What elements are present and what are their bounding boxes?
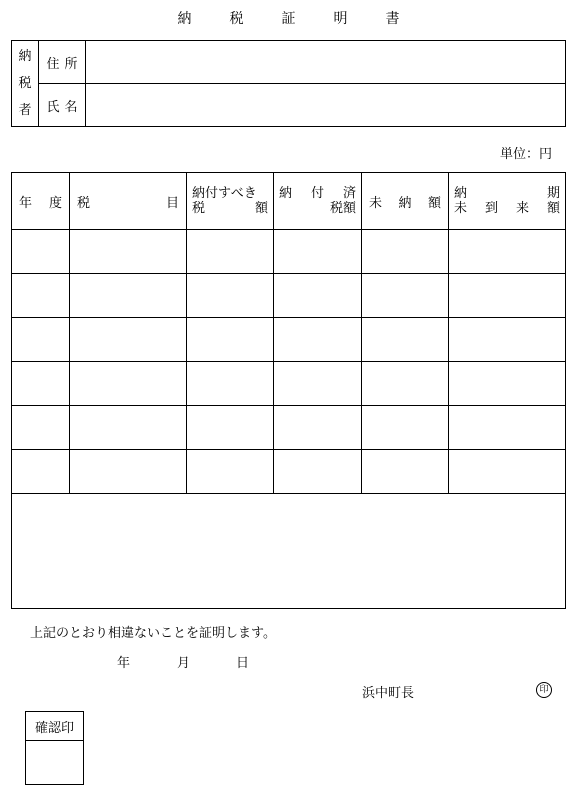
unpaid-cell[interactable] — [362, 274, 449, 318]
year-cell[interactable] — [12, 318, 70, 362]
not-yet-due-cell[interactable] — [449, 274, 566, 318]
amount-due-cell[interactable] — [187, 362, 274, 406]
name-field[interactable] — [86, 84, 566, 127]
address-label: 住 所 — [39, 41, 86, 84]
unpaid-cell[interactable] — [362, 406, 449, 450]
taxpayer-box — [11, 40, 566, 127]
not-yet-due-cell[interactable] — [449, 406, 566, 450]
not-yet-due-cell[interactable] — [449, 450, 566, 494]
issuer-name: 浜中町長 — [362, 686, 415, 701]
amount-due-cell[interactable] — [187, 406, 274, 450]
remarks-area[interactable] — [12, 494, 566, 609]
tax-item-cell[interactable] — [70, 406, 187, 450]
document-title — [0, 8, 577, 28]
year-cell[interactable] — [12, 406, 70, 450]
amount-due-cell[interactable] — [187, 274, 274, 318]
tax-item-cell[interactable] — [70, 450, 187, 494]
title-char: 書 — [385, 11, 400, 27]
amount-paid-cell[interactable] — [274, 230, 362, 274]
amount-paid-cell[interactable] — [274, 406, 362, 450]
confirmation-stamp-area[interactable] — [26, 741, 84, 785]
unpaid-cell[interactable] — [362, 318, 449, 362]
table-row — [12, 450, 566, 494]
amount-due-cell[interactable] — [187, 318, 274, 362]
year-cell[interactable] — [12, 362, 70, 406]
year-label: 年 — [117, 656, 131, 671]
amount-paid-cell[interactable] — [274, 274, 362, 318]
table-row — [12, 406, 566, 450]
table-row — [12, 362, 566, 406]
not-yet-due-cell[interactable] — [449, 230, 566, 274]
year-cell[interactable] — [12, 450, 70, 494]
table-row — [12, 318, 566, 362]
year-cell[interactable] — [12, 230, 70, 274]
amount-paid-cell[interactable] — [274, 450, 362, 494]
tax-item-cell[interactable] — [70, 274, 187, 318]
seal-mark: 印 — [536, 682, 552, 698]
confirmation-label: 確認印 — [26, 712, 84, 741]
title-char: 明 — [333, 11, 348, 27]
tax-item-cell[interactable] — [70, 362, 187, 406]
certification-statement: 上記のとおり相違ないことを証明します。 — [30, 626, 276, 641]
unit-label: 単位：円 — [499, 147, 552, 162]
confirmation-stamp-box — [25, 711, 84, 785]
name-label: 氏 名 — [39, 84, 86, 127]
amount-due-cell[interactable] — [187, 450, 274, 494]
amount-paid-cell[interactable] — [274, 362, 362, 406]
amount-paid-cell[interactable] — [274, 318, 362, 362]
unpaid-cell[interactable] — [362, 230, 449, 274]
not-yet-due-cell[interactable] — [449, 318, 566, 362]
unpaid-cell[interactable] — [362, 450, 449, 494]
day-label: 日 — [236, 656, 250, 671]
header-tax-item: 税 目 — [70, 173, 187, 230]
address-field[interactable] — [86, 41, 566, 84]
title-char: 納 — [177, 11, 192, 27]
title-char: 証 — [281, 11, 296, 27]
header-amount-paid: 納 付 済 税額 — [274, 173, 362, 230]
header-not-yet-due: 納 期 未 到 来 額 — [449, 173, 566, 230]
header-year: 年 度 — [12, 173, 70, 230]
amount-due-cell[interactable] — [187, 230, 274, 274]
header-unpaid: 未 納 額 — [362, 173, 449, 230]
unpaid-cell[interactable] — [362, 362, 449, 406]
tax-item-cell[interactable] — [70, 230, 187, 274]
table-row — [12, 274, 566, 318]
taxpayer-label: 納 税 者 — [12, 41, 39, 127]
date-line — [117, 652, 249, 671]
month-label: 月 — [177, 656, 191, 671]
header-amount-due: 納付すべき 税 額 — [187, 173, 274, 230]
not-yet-due-cell[interactable] — [449, 362, 566, 406]
tax-table — [11, 172, 566, 609]
tax-item-cell[interactable] — [70, 318, 187, 362]
year-cell[interactable] — [12, 274, 70, 318]
title-char: 税 — [229, 11, 244, 27]
table-row — [12, 230, 566, 274]
